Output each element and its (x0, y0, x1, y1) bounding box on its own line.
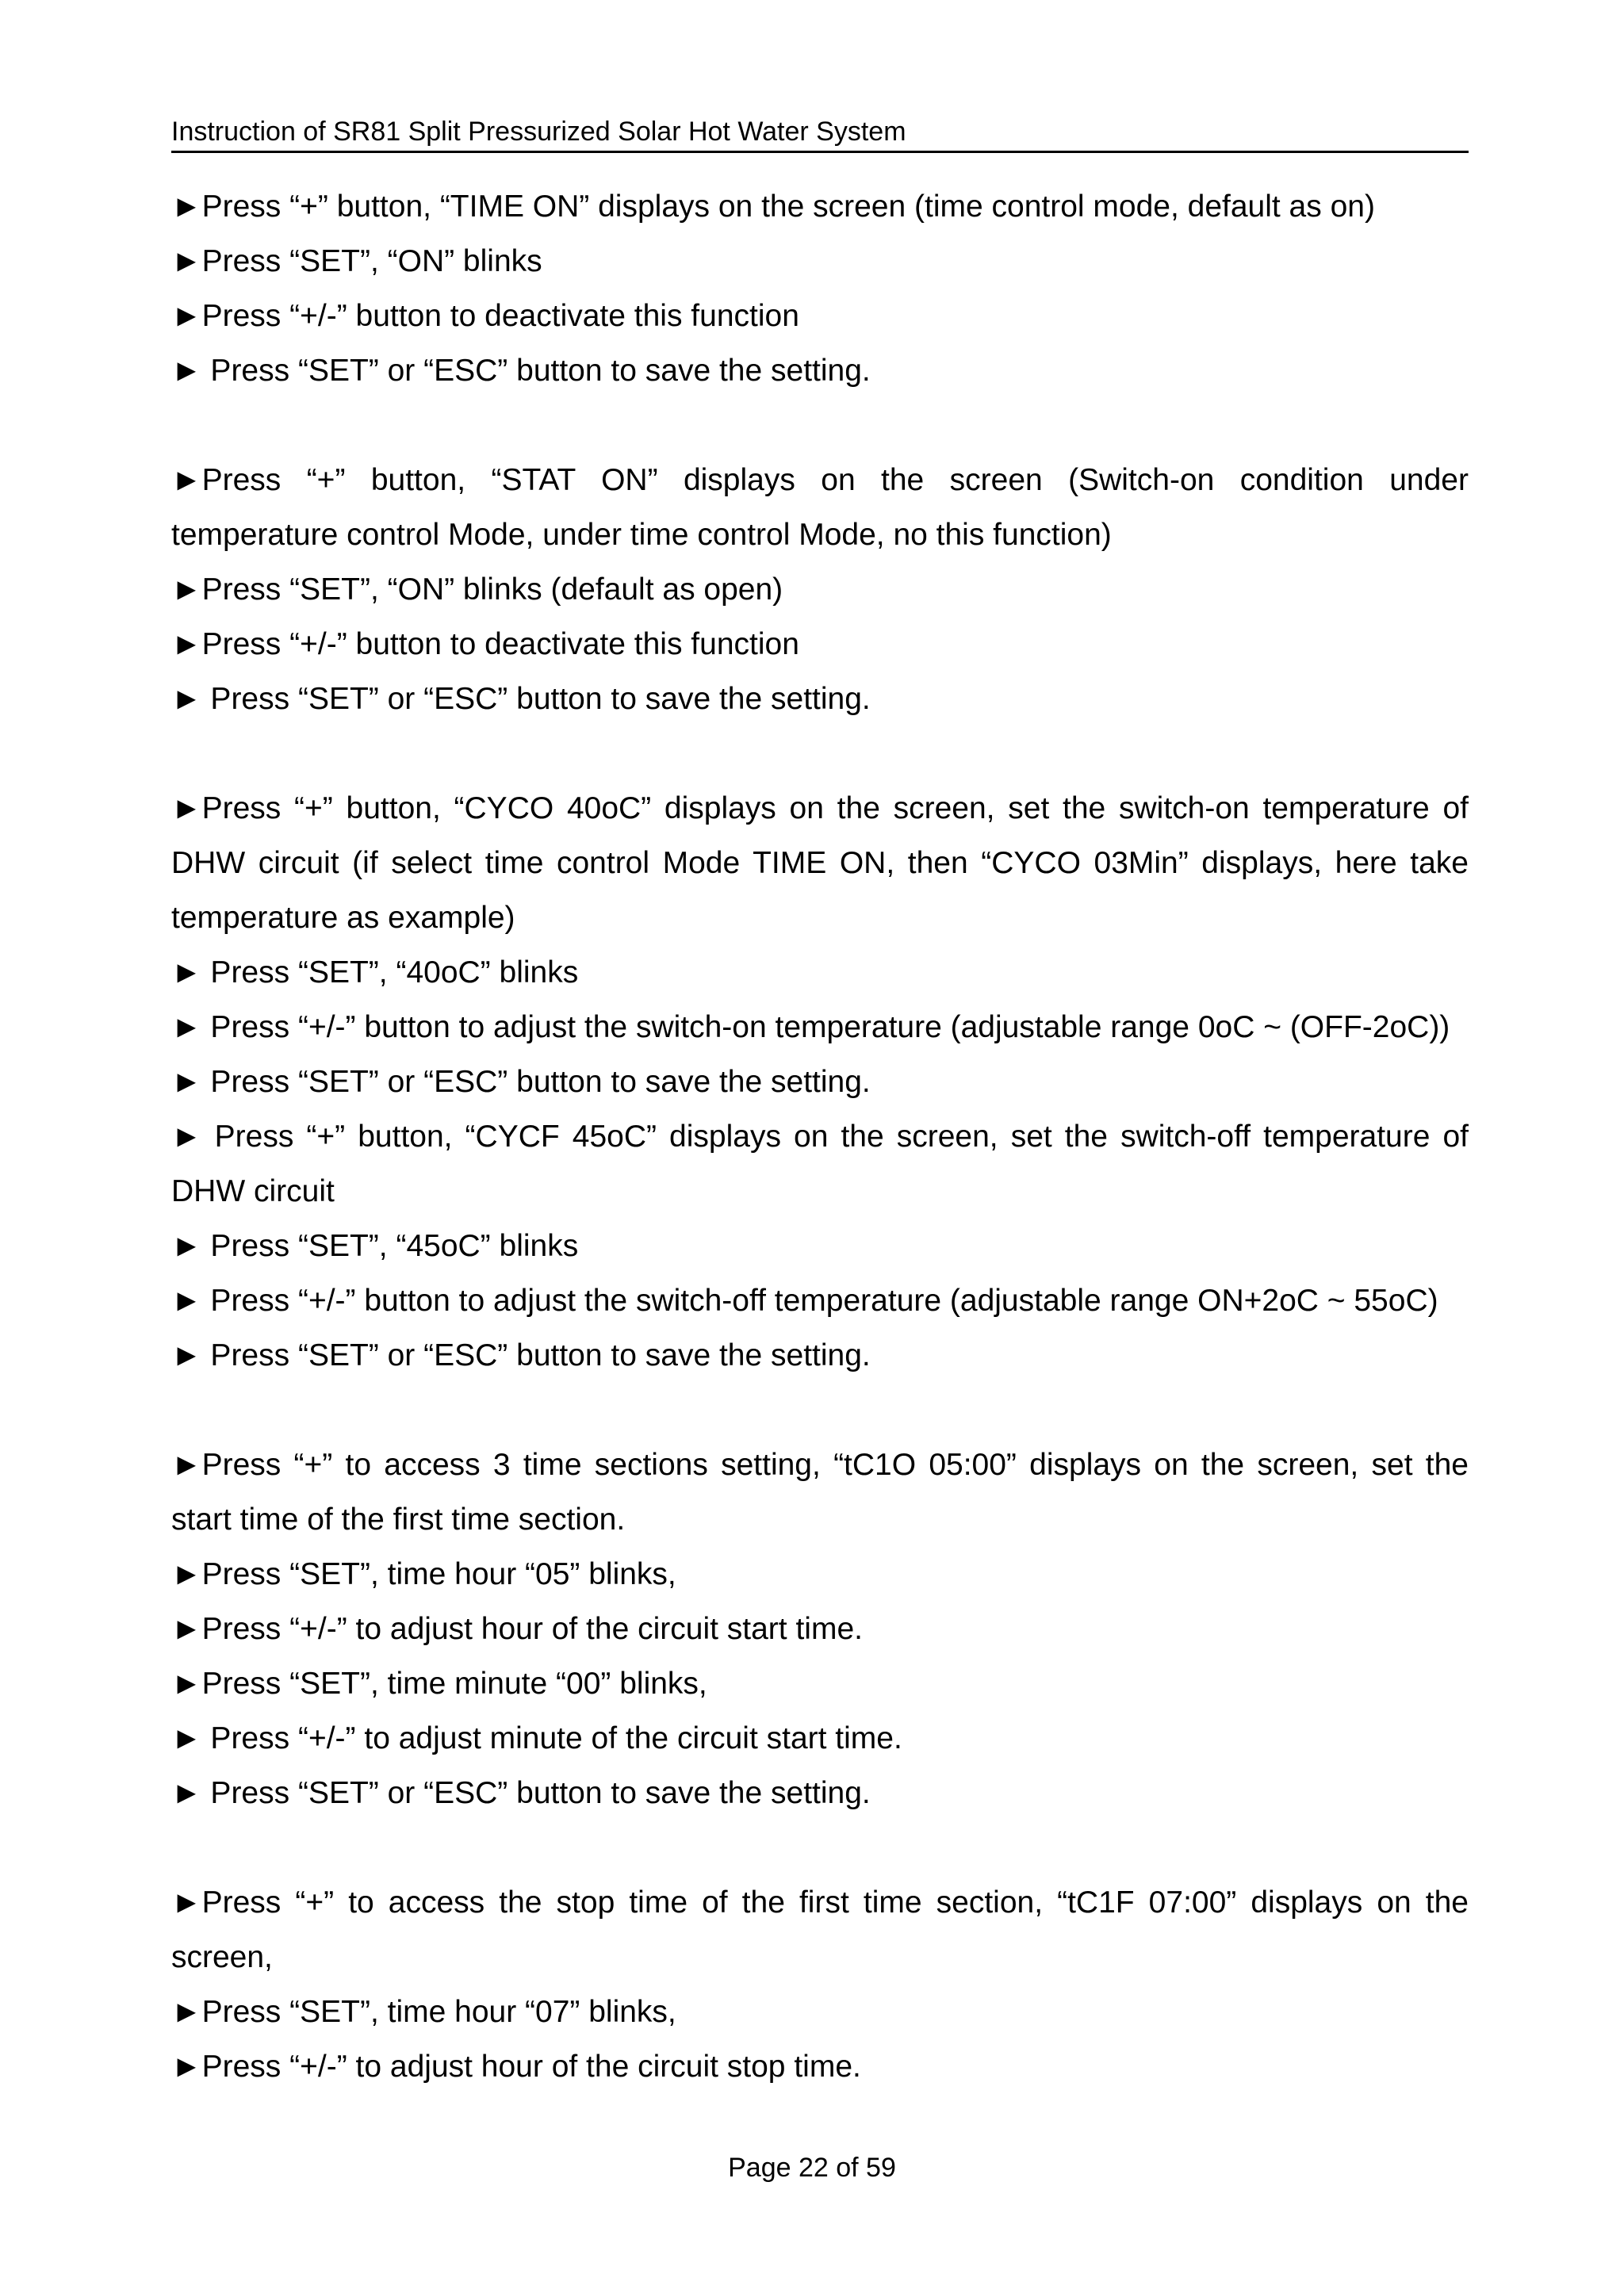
text-line: ►Press “SET”, time hour “07” blinks, (171, 1995, 676, 2029)
paragraph-gap (171, 398, 1469, 453)
text-line: ►Press “+” button, “STAT ON” displays on the screen (Switch-on condition under (171, 463, 1469, 497)
text-line: temperature as example) (171, 901, 515, 935)
text-line: ► Press “+/-” to adjust minute of the circuit start time. (171, 1721, 902, 1755)
page-header (171, 111, 1469, 153)
text-line: ►Press “SET”, “ON” blinks (171, 244, 542, 278)
text-line: ►Press “+” button, “CYCO 40oC” displays on the screen, set the switch-on temperature of (171, 791, 1469, 825)
text-line: ►Press “SET”, “ON” blinks (default as open) (171, 572, 783, 607)
page-content (171, 179, 1469, 2094)
text-line: ► Press “SET” or “ESC” button to save the setting. (171, 1065, 871, 1099)
paragraph-gap (171, 726, 1469, 781)
text-line: temperature control Mode, under time control Mode, no this function) (171, 518, 1112, 552)
text-line: ► Press “SET” or “ESC” button to save the setting. (171, 1776, 871, 1810)
text-line: screen, (171, 1940, 273, 1974)
text-line: DHW circuit (171, 1174, 335, 1208)
text-line: DHW circuit (if select time control Mode TIME ON, then “CYCO 03Min” displays, here take (171, 846, 1469, 880)
text-line: ►Press “+/-” to adjust hour of the circuit start time. (171, 1612, 863, 1646)
text-line: ► Press “SET” or “ESC” button to save the setting. (171, 682, 871, 716)
text-line: start time of the first time section. (171, 1503, 626, 1537)
text-line: ►Press “+” to access 3 time sections setting, “tC1O 05:00” displays on the screen, set the (171, 1448, 1469, 1482)
text-line: ►Press “+” button, “TIME ON” displays on the screen (time control mode, default as on) (171, 189, 1375, 224)
header-title: Instruction of SR81 Split Pressurized Solar Hot Water System (171, 117, 906, 147)
page-number: Page 22 of 59 (728, 2153, 896, 2183)
text-line: ► Press “SET” or “ESC” button to save the setting. (171, 354, 871, 388)
text-line: ► Press “SET” or “ESC” button to save the setting. (171, 1338, 871, 1372)
text-line: ►Press “+/-” to adjust hour of the circuit stop time. (171, 2050, 861, 2084)
text-line: ►Press “+/-” button to deactivate this function (171, 299, 799, 333)
text-line: ► Press “SET”, “40oC” blinks (171, 955, 579, 990)
text-line: ► Press “+/-” button to adjust the switch-off temperature (adjustable range ON+2oC ~ 55oC) (171, 1284, 1438, 1318)
text-line: ►Press “SET”, time minute “00” blinks, (171, 1667, 707, 1701)
text-line: ►Press “+” to access the stop time of the first time section, “tC1F 07:00” displays on the (171, 1885, 1469, 1920)
paragraph-gap (171, 1820, 1469, 1875)
paragraph-gap (171, 1383, 1469, 1437)
text-line: ►Press “+/-” button to deactivate this function (171, 627, 799, 661)
text-line: ►Press “SET”, time hour “05” blinks, (171, 1557, 676, 1591)
text-line: ► Press “+/-” button to adjust the switch-on temperature (adjustable range 0oC ~ (OFF-2oC)) (171, 1010, 1450, 1044)
text-line: ► Press “+” button, “CYCF 45oC” displays on the screen, set the switch-off temperature of (171, 1120, 1469, 1154)
text-line: ► Press “SET”, “45oC” blinks (171, 1229, 579, 1263)
